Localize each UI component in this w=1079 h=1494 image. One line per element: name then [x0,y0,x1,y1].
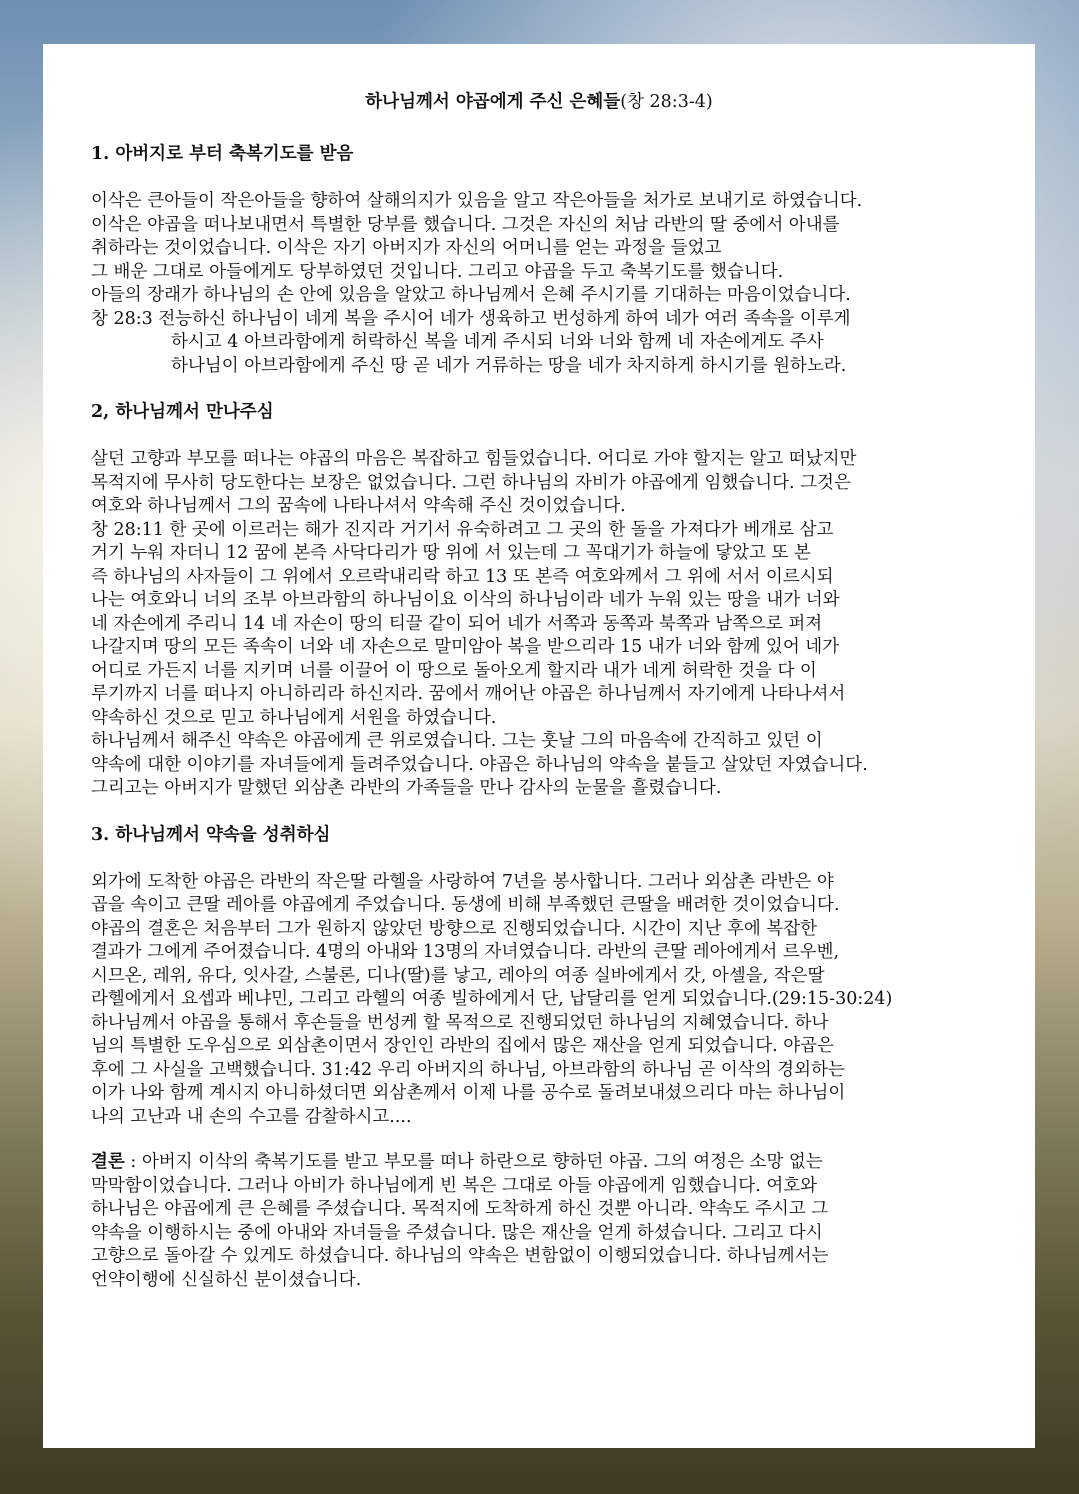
conclusion-line: 막막함이었습니다. 그러나 아비가 하나님에게 빈 복은 그대로 아들 야곱에게 임했습니다. 여호와 [91,1175,818,1196]
text-line: 어디로 가든지 너를 지키며 너를 이끌어 이 땅으로 돌아오게 할지라 내가 네게 허락한 것을 다 이 [91,660,817,681]
text-line: 즉 하나님의 사자들이 그 위에서 오르락내리락 하고 13 또 본즉 여호와께서 그 위에 서서 이르시되 [91,566,834,587]
text-line: 네 자손에게 주리니 14 네 자손이 땅의 티끌 같이 되어 네가 서쪽과 동쪽과 북쪽과 남쪽으로 퍼져 [91,613,823,634]
text-line: 이삭은 야곱을 떠나보내면서 특별한 당부를 했습니다. 그것은 자신의 처남 라반의 딸 중에서 아내를 [91,214,840,235]
text-line: 살던 고향과 부모를 떠나는 야곱의 마음은 복잡하고 힘들었습니다. 어디로 가야 할지는 알고 떠났지만 [91,449,857,469]
text-line: 그 배운 그대로 아들에게도 당부하였던 것입니다. 그리고 야곱을 두고 축복기도를 했습니다. [91,261,784,282]
section-heading: 3. 하나님께서 약속을 성취하심 [91,824,331,845]
scripture-line: 하나님이 아브라함에게 주신 땅 곧 네가 거류하는 땅을 네가 차지하게 하시기를 원하노라. [171,355,847,376]
conclusion-line: 하나님은 야곱에게 큰 은혜를 주셨습니다. 목적지에 도착하게 하신 것뿐 아니라. 약속도 주시고 그 [91,1199,829,1219]
text-line: 나갈지며 땅의 모든 족속이 너와 네 자손으로 말미암아 복을 받으리라 15 내가 너와 함께 있어 네가 [91,637,840,657]
text-line: 취하라는 것이었습니다. 이삭은 자기 아버지가 자신의 어머니를 얻는 과정을 들었고 [91,238,722,258]
section-3 [91,823,987,1130]
document-title [91,90,987,114]
text-line: 라헬에게서 요셉과 베냐민, 그리고 라헬의 여종 빌하에게서 단, 납달리를 얻게 되었습니다.(29:15-30:24) [91,989,893,1009]
text-line: 결과가 그에게 주어졌습니다. 4명의 아내와 13명의 자녀였습니다. 라반의 큰딸 레아에게서 르우벤, [91,942,840,962]
section-2 [91,400,987,801]
scripture-line: 하시고 4 아브라함에게 허락하신 복을 네게 주시되 너와 너와 함께 네 자손에게도 주사 [171,332,824,352]
conclusion-first-line [91,1151,987,1175]
text-line: 곱을 속이고 큰딸 레아를 야곱에게 주었습니다. 동생에 비해 부족했던 큰딸을 배려한 것이었습니다. [91,895,840,915]
text-line: 하나님께서 야곱을 통해서 후손들을 번성케 할 목적으로 진행되었던 하나님의 지혜였습니다. 하나 [91,1012,829,1033]
section-heading: 2, 하나님께서 만나주심 [91,402,274,422]
conclusion-line: 약속을 이행하시는 중에 아내와 자녀들을 주셨습니다. 많은 재산을 얻게 하셨습니다. 그리고 다시 [91,1222,823,1243]
section-heading: 1. 아버지로 부터 축복기도를 받음 [91,144,354,164]
document-page [43,44,1035,1448]
text-line: 님의 특별한 도우심으로 외삼촌이면서 장인인 라반의 집에서 많은 재산을 얻게 되었습니다. 야곱은 [91,1036,834,1056]
conclusion-line: 언약이행에 신실하신 분이셨습니다. [91,1269,362,1290]
text-line: 하나님께서 해주신 약속은 야곱에게 큰 위로였습니다. 그는 훗날 그의 마음속에 간직하고 있던 이 [91,731,823,751]
text-line: 시므온, 레위, 유다, 잇사갈, 스불론, 디나(딸)를 낳고, 레아의 여종 실바에게서 갓, 아셀을, 작은딸 [91,965,825,986]
text-line: 후에 그 사실을 고백했습니다. 31:42 우리 아버지의 하나님, 아브라함의 하나님 곧 이삭의 경외하는 [91,1059,845,1080]
conclusion-label: 결론 [91,1152,125,1172]
section-1 [91,142,987,378]
text-line: 거기 누워 자더니 12 꿈에 본즉 사닥다리가 땅 위에 서 있는데 그 꼭대기가 하늘에 닿았고 또 본 [91,543,811,563]
conclusion [91,1151,987,1292]
text-line: 그리고는 아버지가 말했던 외삼촌 라반의 가족들을 만나 감사의 눈물을 흘렸습니다. [91,778,722,798]
conclusion-text: : 아버지 이삭의 축복기도를 받고 부모를 떠나 하란으로 향하던 야곱. 그의 여정은 소망 없는 [124,1152,823,1172]
text-line: 나는 여호와니 너의 조부 아브라함의 하나님이요 이삭의 하나님이라 네가 누워 있는 땅을 내가 너와 [91,590,840,610]
text-line: 창 28:11 한 곳에 이르러는 해가 진지라 거기서 유숙하려고 그 곳의 한 돌을 가져다가 베개로 삼고 [91,519,834,540]
title-reference: (창 28:3-4) [620,92,713,112]
text-line: 외가에 도착한 야곱은 라반의 작은딸 라헬을 사랑하여 7년을 봉사합니다. 그러나 외삼촌 라반은 야 [91,871,834,892]
conclusion-line: 고향으로 돌아갈 수 있게도 하셨습니다. 하나님의 약속은 변함없이 이행되었습니다. 하나님께서는 [91,1246,829,1266]
text-line: 루기까지 너를 떠나지 아니하리라 하신지라. 꿈에서 깨어난 야곱은 하나님께서 자기에게 나타나셔서 [91,684,846,704]
text-line: 나의 고난과 내 손의 수고를 감찰하시고.... [91,1106,412,1127]
text-line: 여호와 하나님께서 그의 꿈속에 나타나셔서 약속해 주신 것이었습니다. [91,496,626,516]
text-line: 아들의 장래가 하나님의 손 안에 있음을 알았고 하나님께서 은혜 주시기를 기대하는 마음이었습니다. [91,285,851,305]
text-line: 이가 나와 함께 계시지 아니하셨더면 외삼촌께서 이제 나를 공수로 돌려보내셨으리다 마는 하나님이 [91,1083,846,1103]
text-line: 약속하신 것으로 믿고 하나님에게 서원을 하였습니다. [91,707,497,728]
text-line: 창 28:3 전능하신 하나님이 네게 복을 주시어 네가 생육하고 번성하게 하여 네가 여러 족속을 이루게 [91,308,851,329]
text-line: 약속에 대한 이야기를 자녀들에게 들려주었습니다. 야곱은 하나님의 약속을 붙들고 살았던 자였습니다. [91,754,868,775]
text-line: 야곱의 결혼은 처음부터 그가 원하지 않았던 방향으로 진행되었습니다. 시간이 지난 후에 복잡한 [91,918,818,939]
text-line: 목적지에 무사히 당도한다는 보장은 없었습니다. 그런 하나님의 자비가 야곱에게 임했습니다. 그것은 [91,472,851,493]
title-main: 하나님께서 야곱에게 주신 은혜들 [365,92,621,112]
text-line: 이삭은 큰아들이 작은아들을 향하여 살해의지가 있음을 알고 작은아들을 처가로 보내기로 하였습니다. [91,191,863,211]
